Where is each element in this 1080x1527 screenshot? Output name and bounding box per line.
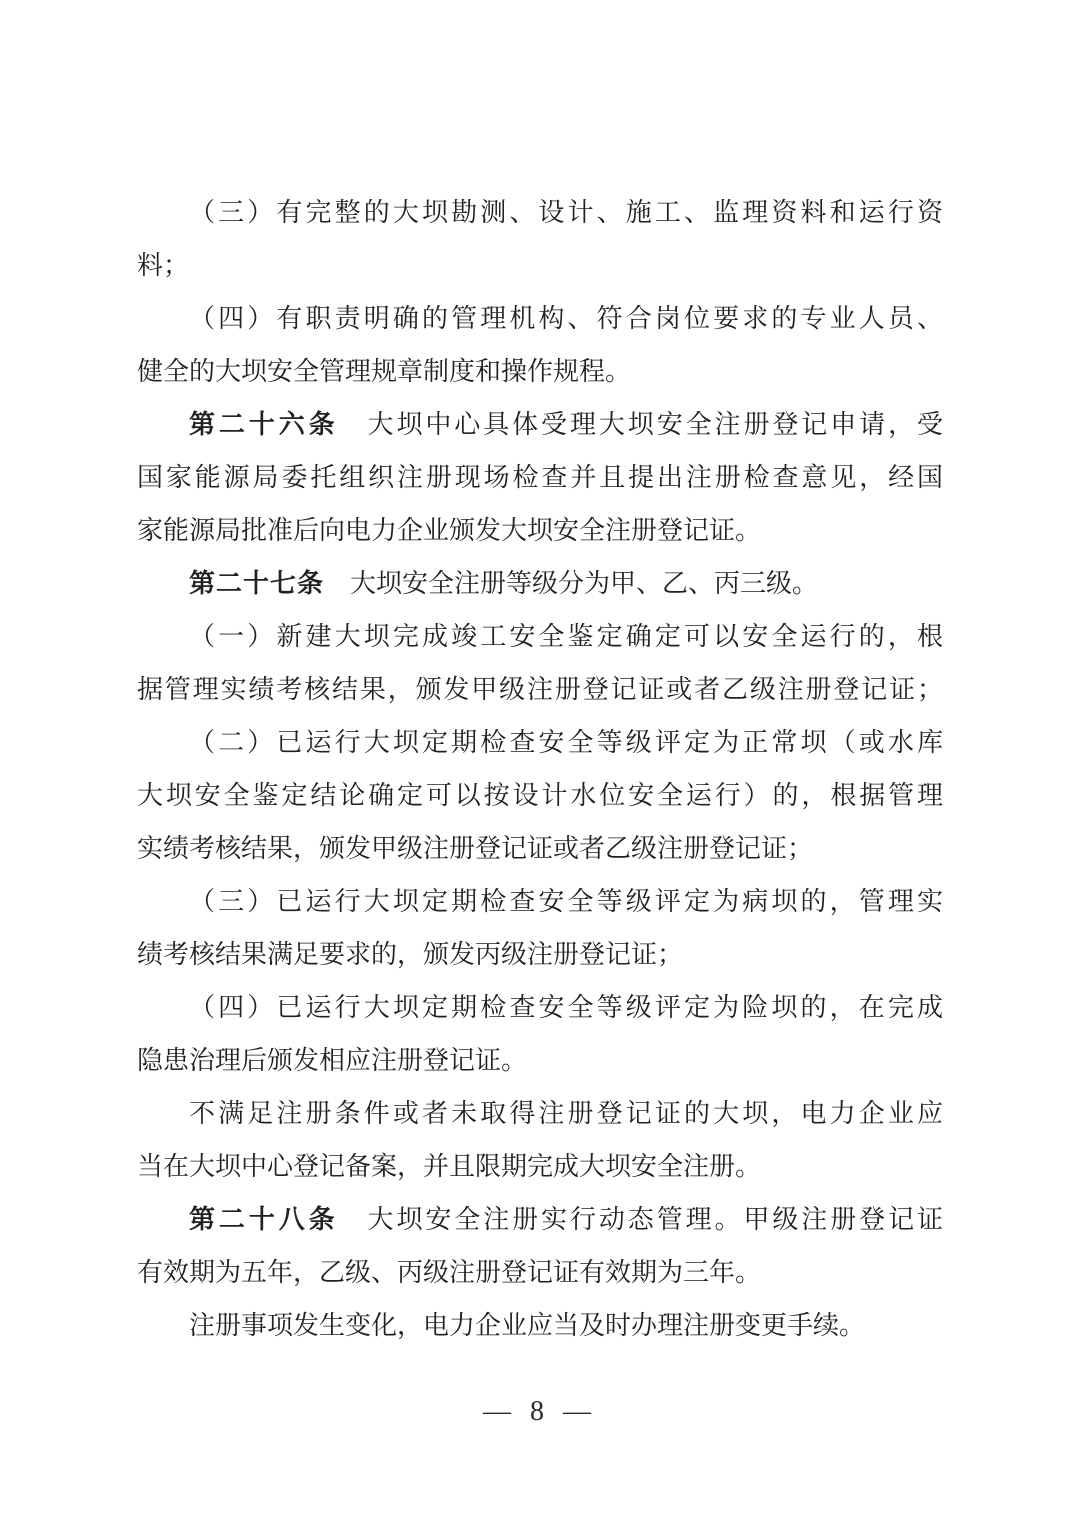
line-text: 国家能源局委托组织注册现场检查并且提出注册检查意见，经国 <box>137 463 943 492</box>
line-text: 大坝安全注册等级分为甲、乙、丙三级。 <box>324 569 819 598</box>
line-text: （三）已运行大坝定期检查安全等级评定为病坝的，管理实 <box>189 887 943 916</box>
text-line <box>137 663 943 716</box>
text-line <box>137 504 943 557</box>
line-text: 不满足注册条件或者未取得注册登记证的大坝，电力企业应 <box>189 1099 943 1128</box>
text-line <box>137 1193 943 1246</box>
text-line <box>137 451 943 504</box>
line-text: 隐患治理后颁发相应注册登记证。 <box>137 1046 528 1075</box>
line-text: 当在大坝中心登记备案，并且限期完成大坝安全注册。 <box>137 1152 762 1181</box>
line-text: 绩考核结果满足要求的，颁发丙级注册登记证； <box>137 940 684 969</box>
text-line <box>137 239 943 292</box>
text-line <box>137 345 943 398</box>
line-text: 料； <box>137 251 190 280</box>
line-text: 大坝安全注册实行动态管理。甲级注册登记证 <box>338 1205 943 1234</box>
text-line <box>137 398 943 451</box>
text-line <box>137 928 943 981</box>
line-text: 健全的大坝安全管理规章制度和操作规程。 <box>137 357 632 386</box>
text-line <box>137 875 943 928</box>
text-line <box>137 769 943 822</box>
page-number: — 8 — <box>483 1396 597 1427</box>
text-line <box>137 557 943 610</box>
text-line <box>137 1299 943 1352</box>
text-line <box>137 981 943 1034</box>
text-line <box>137 292 943 345</box>
text-line <box>137 1034 943 1087</box>
text-line <box>137 1087 943 1140</box>
line-text: （四）已运行大坝定期检查安全等级评定为险坝的，在完成 <box>189 993 943 1022</box>
text-line <box>137 186 943 239</box>
line-text: 家能源局批准后向电力企业颁发大坝安全注册登记证。 <box>137 516 762 545</box>
body-text <box>137 186 943 1352</box>
line-text: （二）已运行大坝定期检查安全等级评定为正常坝（或水库 <box>189 728 943 757</box>
line-text: 大坝中心具体受理大坝安全注册登记申请，受 <box>338 410 943 439</box>
line-text: 据管理实绩考核结果，颁发甲级注册登记证或者乙级注册登记证； <box>137 675 943 704</box>
line-text: 大坝安全鉴定结论确定可以按设计水位安全运行）的，根据管理 <box>137 781 943 810</box>
article-number: 第二十六条 <box>189 409 339 439</box>
text-line <box>137 1140 943 1193</box>
text-line <box>137 610 943 663</box>
line-text: 有效期为五年，乙级、丙级注册登记证有效期为三年。 <box>137 1258 762 1287</box>
article-number: 第二十七条 <box>189 568 325 598</box>
line-text: 注册事项发生变化，电力企业应当及时办理注册变更手续。 <box>189 1311 866 1340</box>
text-line <box>137 1246 943 1299</box>
line-text: （一）新建大坝完成竣工安全鉴定确定可以安全运行的，根 <box>189 622 943 651</box>
text-line <box>137 716 943 769</box>
line-text: 实绩考核结果，颁发甲级注册登记证或者乙级注册登记证； <box>137 834 814 863</box>
article-number: 第二十八条 <box>189 1204 339 1234</box>
line-text: （四）有职责明确的管理机构、符合岗位要求的专业人员、 <box>189 304 943 333</box>
text-line <box>137 822 943 875</box>
line-text: （三）有完整的大坝勘测、设计、施工、监理资料和运行资 <box>189 198 943 227</box>
